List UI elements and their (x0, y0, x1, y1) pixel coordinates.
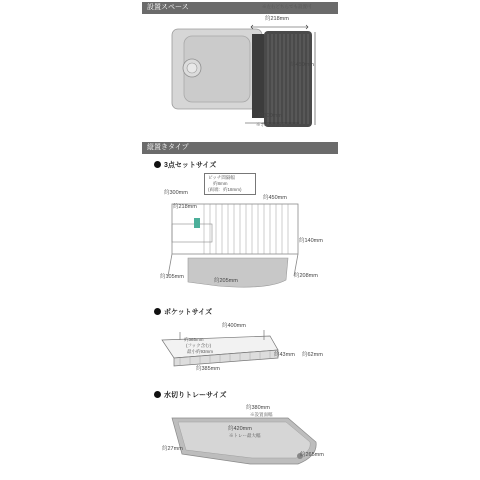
pocket-illustration (160, 330, 290, 370)
dim-pocket-inner: 約385mm (184, 337, 204, 342)
subheading-pocket (154, 307, 212, 317)
dim-tray-center-note: ※トレー最大幅 (229, 433, 261, 438)
dim-set3-depth-outer: 約300mm (164, 190, 188, 196)
dim-line-top (250, 24, 310, 30)
dim-space-right: 約450mm (290, 62, 314, 68)
bullet-icon (154, 391, 161, 398)
tray-illustration (168, 412, 328, 472)
dim-tray-center: 約420mm (228, 426, 252, 432)
dim-set3-width: 約450mm (263, 195, 287, 201)
dim-space-top: 約218mm (265, 16, 289, 22)
pitch-note: (両端：約18mm) (208, 187, 242, 192)
dim-set3-height: 約140mm (299, 238, 323, 244)
subheading-text: 3点セットサイズ (164, 162, 217, 169)
dim-pocket-inner-note: (フック含む) (186, 343, 212, 348)
dim-line-right (312, 31, 318, 127)
dim-pocket-bottom: 約385mm (196, 366, 220, 372)
pitch-value: 約8mm (213, 181, 228, 186)
dim-set3-tray-depth: 約208mm (294, 273, 318, 279)
dim-space-bottom-note: ※ポケット含む (256, 122, 288, 127)
placement-note: ※左右どちらでも設置可 (262, 4, 312, 9)
bullet-icon (154, 161, 161, 168)
dim-pocket-width: 約400mm (222, 323, 246, 329)
subheading-tray (154, 390, 226, 400)
pitch-callout (204, 173, 256, 195)
dim-pocket-depth: 約62mm (302, 352, 323, 358)
section-title: 設置スペース (147, 4, 189, 11)
dim-tray-depth: 約265mm (300, 452, 324, 458)
pitch-label: ピッチ間隔幅 (208, 175, 235, 180)
section-header-layout (142, 142, 338, 154)
dim-tray-top: 約380mm (246, 405, 270, 411)
dim-set3-depth-inner: 約218mm (173, 204, 197, 210)
sink-top-view (172, 26, 312, 116)
dim-pocket-inner-sub: 最小約93mm (187, 349, 214, 354)
dim-tray-height: 約27mm (162, 446, 183, 452)
subheading-text: ポケットサイズ (164, 309, 213, 316)
section-title: 縦置きタイプ (147, 144, 189, 151)
dim-set3-foot: 約105mm (160, 274, 184, 280)
subheading-text: 水切りトレーサイズ (164, 392, 227, 399)
bullet-icon (154, 308, 161, 315)
dim-tray-top-note: ※設置面幅 (250, 412, 273, 417)
dim-pocket-height: 約43mm (274, 352, 295, 358)
dim-space-bottom: 約300mm (258, 113, 282, 119)
dim-set3-tray-width: 約205mm (214, 278, 238, 284)
subheading-set3 (154, 160, 216, 170)
